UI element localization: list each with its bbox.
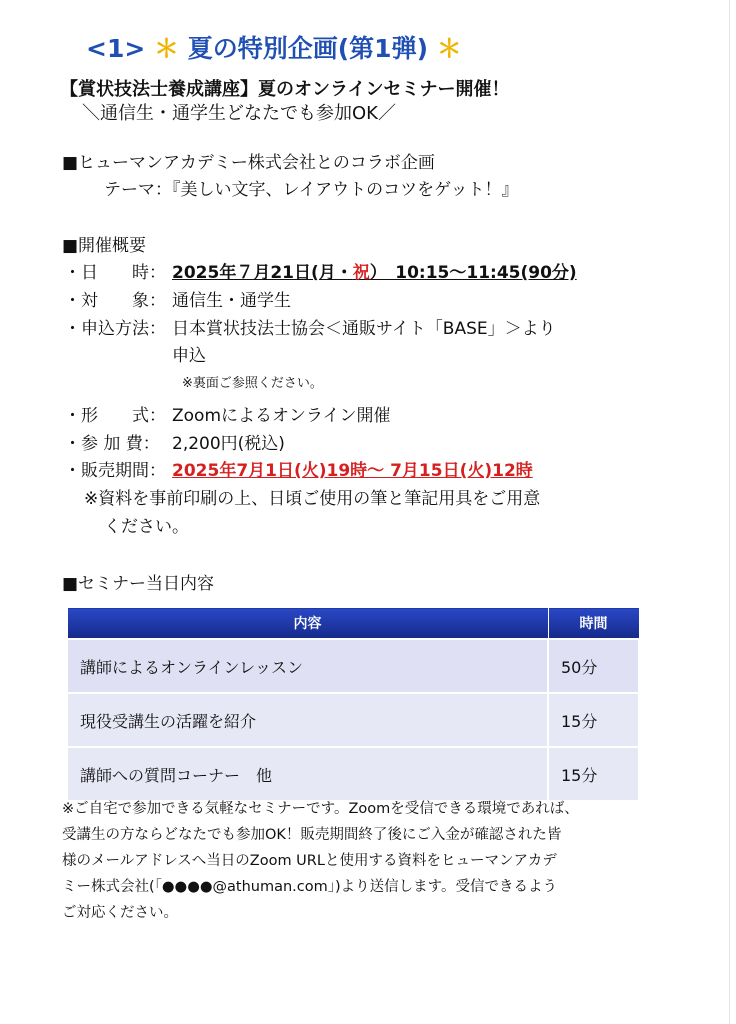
overview-heading: ■開催概要 [62, 236, 147, 256]
table-header-row [67, 608, 639, 640]
footer-line: ご対応ください。 [62, 905, 178, 921]
collab-heading: ■ヒューマンアカデミー株式会社とのコラボ企画 [62, 153, 435, 173]
table-row [67, 639, 639, 693]
date-row [64, 260, 577, 286]
collab-theme: テーマ：『美しい文字、レイアウトのコツをゲット！』 [104, 180, 519, 200]
sale-label: ・販売期間： [64, 461, 166, 481]
title-text: 夏の特別企画(第1弾) [187, 34, 428, 63]
page-title [86, 34, 462, 64]
apply-value-cont: 申込 [172, 346, 206, 366]
col-time-header: 時間 [548, 608, 639, 640]
row-content: 講師によるオンラインレッスン [67, 639, 548, 693]
fee-label: ・参 加 費： [64, 434, 160, 454]
row-time: 50分 [548, 639, 639, 693]
target-row [64, 288, 291, 314]
page-edge [729, 0, 730, 1024]
holiday-mark: 祝 [352, 263, 370, 283]
apply-label: ・申込方法： [64, 319, 166, 339]
intro-subline: ＼通信生・通学生どなたでも参加OK／ [82, 103, 396, 124]
apply-row [64, 316, 556, 342]
footer-line: 様のメールアドレスへ当日のZoom URLと使用する資料をヒューマンアカデ [62, 853, 557, 869]
sale-row [64, 458, 533, 484]
footer-line: ※ご自宅で参加できる気軽なセミナーです。Zoomを受信できる環境であれば、 [62, 801, 579, 817]
format-row [64, 403, 391, 429]
print-note: ※資料を事前印刷の上、日頃ご使用の筆と筆記用具をご用意 [84, 489, 541, 509]
format-label: ・形 式： [64, 406, 166, 426]
row-time: 15分 [548, 747, 639, 801]
footer-note [62, 796, 662, 926]
fee-value: 2,200円(税込) [172, 434, 285, 454]
date-label: ・日 時： [64, 263, 166, 283]
footer-line: ミー株式会社(「●●●●@athuman.com」)より送信します。受信できるよう [62, 879, 557, 895]
target-label: ・対 象： [64, 291, 166, 311]
sale-value: 2025年7月1日(火)19時～ 7月15日(火)12時 [172, 461, 533, 481]
date-value: 2025年７月21日(月・祝） 10:15～11:45(90分) [172, 263, 577, 283]
target-value: 通信生・通学生 [172, 291, 291, 311]
apply-value: 日本賞状技法士協会＜通販サイト「BASE」＞より [172, 319, 556, 339]
format-value: Zoomによるオンライン開催 [172, 406, 391, 426]
apply-note: ※裏面ご参照ください。 [182, 376, 323, 391]
table-row [67, 693, 639, 747]
star-icon: ＊ [436, 34, 462, 63]
row-content: 講師への質問コーナー 他 [67, 747, 548, 801]
print-note-cont: ください。 [104, 517, 189, 537]
schedule-table [66, 607, 640, 802]
row-time: 15分 [548, 693, 639, 747]
footer-line: 受講生の方ならどなたでも参加OK！販売期間終了後にご入金が確認された皆 [62, 827, 562, 843]
title-number: <1> [86, 34, 146, 63]
row-content: 現役受講生の活躍を紹介 [67, 693, 548, 747]
star-icon: ＊ [154, 34, 180, 63]
schedule-heading: ■セミナー当日内容 [62, 574, 215, 594]
fee-row [64, 431, 285, 457]
table-row [67, 747, 639, 801]
intro-headline: 【賞状技法士養成講座】夏のオンラインセミナー開催！ [60, 79, 510, 100]
col-content-header: 内容 [67, 608, 548, 640]
